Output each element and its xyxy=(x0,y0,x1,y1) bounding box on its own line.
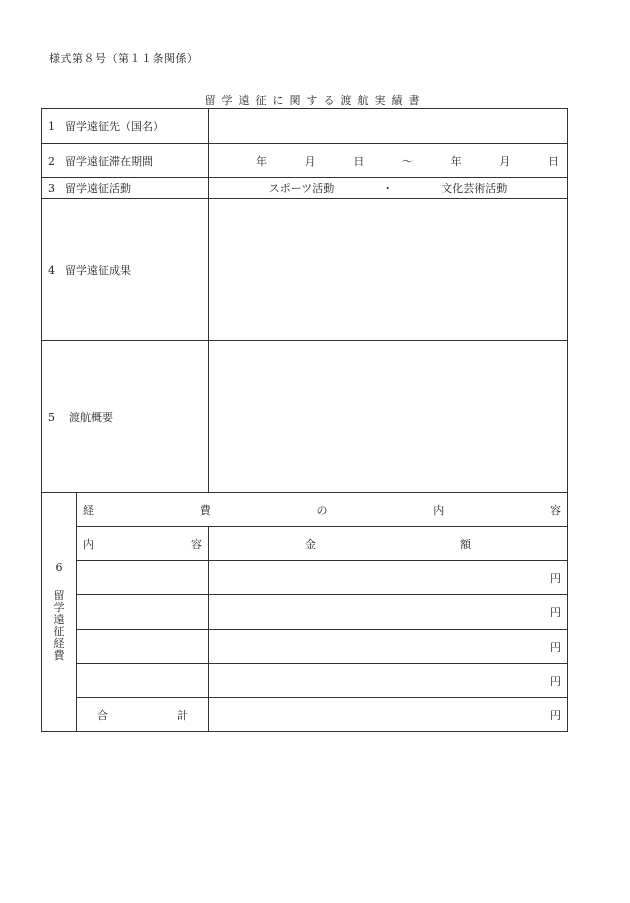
start-year-unit: 年 xyxy=(256,154,267,168)
header-char: 金 xyxy=(305,537,316,551)
expense-item-field[interactable] xyxy=(77,664,209,698)
expense-row xyxy=(42,561,568,595)
expense-total-row xyxy=(42,698,568,732)
expense-amount-field[interactable] xyxy=(209,630,568,664)
side-label-char: 留 xyxy=(53,589,65,602)
header-char: 内 xyxy=(433,503,445,517)
activity-field xyxy=(209,178,568,199)
row-number: 1 xyxy=(48,120,55,133)
results-label: 留学遠征成果 xyxy=(65,263,131,277)
overview-field[interactable] xyxy=(209,341,568,493)
option-separator: ・ xyxy=(382,182,394,195)
total-char: 合 xyxy=(97,708,108,722)
option-sports[interactable]: スポーツ活動 xyxy=(268,182,335,195)
amount-column-header xyxy=(209,527,568,561)
document-title: 留学遠征に関する渡航実績書 xyxy=(204,94,426,107)
row-overview xyxy=(42,341,568,493)
row-activity xyxy=(42,178,568,199)
side-label-char: 費 xyxy=(53,649,65,662)
overview-label: 渡航概要 xyxy=(69,410,113,424)
row-number: 4 xyxy=(48,263,55,277)
row-number: 2 xyxy=(48,154,55,168)
expense-row xyxy=(42,664,568,698)
period-field[interactable] xyxy=(209,144,568,178)
content-column-header xyxy=(77,527,209,561)
row-number: 6 xyxy=(55,561,63,574)
end-year-unit: 年 xyxy=(450,154,462,168)
header-char: 経 xyxy=(83,503,94,517)
total-amount-field[interactable] xyxy=(209,698,568,732)
yen-unit: 円 xyxy=(550,640,561,654)
yen-unit: 円 xyxy=(550,674,561,688)
side-label-char: 経 xyxy=(53,637,65,650)
row-number: 3 xyxy=(48,182,55,195)
end-month-unit: 月 xyxy=(499,154,511,168)
total-char: 計 xyxy=(177,708,188,722)
expense-row xyxy=(42,595,568,630)
period-label-cell xyxy=(42,144,209,178)
overview-label-cell xyxy=(42,341,209,493)
destination-label: 留学遠征先（国名） xyxy=(65,120,164,133)
side-label-char: 学 xyxy=(53,601,65,614)
yen-unit: 円 xyxy=(550,606,561,619)
expense-amount-field[interactable] xyxy=(209,664,568,698)
expense-item-field[interactable] xyxy=(77,595,209,630)
option-culture[interactable]: 文化芸術活動 xyxy=(441,182,508,195)
header-char: 内 xyxy=(83,537,94,551)
yen-unit: 円 xyxy=(550,708,561,722)
form-number: 様式第８号（第１１条関係） xyxy=(49,52,199,65)
expense-amount-field[interactable] xyxy=(209,595,568,630)
end-day-unit: 日 xyxy=(547,154,559,168)
row-destination xyxy=(42,109,568,144)
period-label: 留学遠征滞在期間 xyxy=(65,154,153,168)
header-char: 容 xyxy=(191,537,202,551)
destination-label-cell xyxy=(42,109,209,144)
header-char: の xyxy=(316,503,328,517)
expenses-header-row xyxy=(42,493,568,527)
expense-amount-field[interactable] xyxy=(209,561,568,595)
start-day-unit: 日 xyxy=(353,154,365,168)
header-char: 費 xyxy=(199,503,211,517)
row-results xyxy=(42,199,568,341)
destination-field[interactable] xyxy=(209,109,568,144)
header-char: 額 xyxy=(460,537,471,551)
activity-label-cell xyxy=(42,178,209,199)
side-label-char: 遠 xyxy=(53,613,65,626)
total-label xyxy=(77,698,209,732)
expense-item-field[interactable] xyxy=(77,630,209,664)
range-tilde: ～ xyxy=(401,154,413,168)
expenses-header xyxy=(77,493,568,527)
yen-unit: 円 xyxy=(550,571,561,585)
header-char: 容 xyxy=(550,503,561,517)
start-month-unit: 月 xyxy=(304,154,316,168)
report-form-table xyxy=(41,108,568,732)
results-field[interactable] xyxy=(209,199,568,341)
side-label-char: 征 xyxy=(53,625,65,638)
expenses-column-header-row xyxy=(42,527,568,561)
activity-label: 留学遠征活動 xyxy=(65,182,131,195)
results-label-cell xyxy=(42,199,209,341)
expense-row xyxy=(42,630,568,664)
expense-item-field[interactable] xyxy=(77,561,209,595)
row-period xyxy=(42,144,568,178)
expenses-side-label xyxy=(42,493,77,732)
row-number: 5 xyxy=(48,410,55,424)
